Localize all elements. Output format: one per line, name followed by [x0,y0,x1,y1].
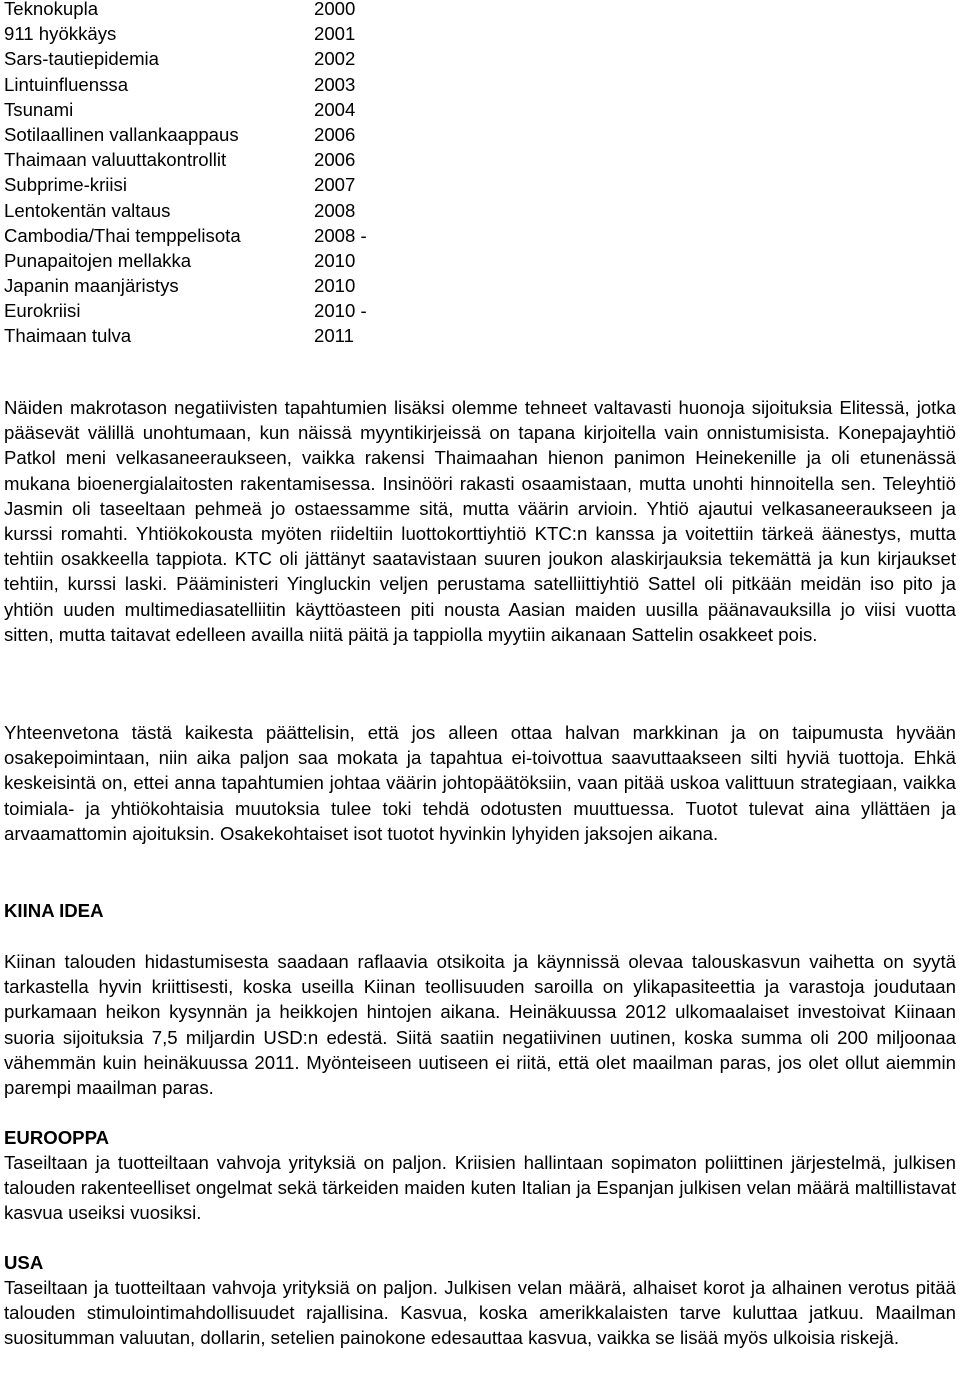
event-name: Thaimaan valuuttakontrollit [4,149,227,171]
event-year: 2004 [314,98,356,120]
event-row [4,223,404,248]
event-year: 2011 [314,325,354,347]
event-year: 2008 [314,199,356,221]
event-name: 911 hyökkäys [4,23,117,45]
event-name: Sars-tautiepidemia [4,48,160,70]
event-row [4,0,404,21]
event-name: Thaimaan tulva [4,325,132,347]
event-year: 2002 [314,48,356,70]
event-year: 2010 - [314,300,367,322]
event-timeline-list [4,0,404,349]
event-year: 2006 [314,123,356,145]
event-row [4,198,404,223]
paragraph-bad-investments: Näiden makrotason negatiivisten tapahtumien lisäksi olemme tehneet valtavasti huonoja sijoituksia Elitessä, jotka pääsevät välillä unohtumaan, kun näissä myyntikirjeissä on tapana kirjoitella vain onnistumisista. Konepajayhtiö Patkol meni velkasaneeraukseen, vaikka rakensi Thaimaahan hienon panimon Heinekenille ja oli etunenässä mukana bioenergialaitosten rakentamisessa. Insinööri rakasti osaamistaan, mutta unohti hinnoitella sen. Teleyhtiö Jasmin oli taseeltaan pehmeä jo ostaessamme sitä, mutta väärin arvioin. Yhtiö ajautui velkasaneeraukseen ja kurssi romahti. Yhtiökokousta myöten riideltiin luottokorttiyhtiö KTC:n kanssa ja voitettiin tärkeä äänestys, mutta tehtiin osakkeella tappiota. KTC oli jättänyt saatavistaan suuren joukon alaskirjauksia tekemättä ja kun kirjaukset tehtiin, kurssi laski. Pääministeri Yingluckin veljen perustama satelliittiyhtiö Sattel oli pitkään meidän iso pito ja yhtiön uuden multimediasatelliitin käyttöasteen piti nousta Aasian maiden uusilla päänavauksilla jo viisi vuotta sitten, mutta taitavat edelleen availla niitä päitä ja tappiolla myytiin aikanaan Sattelin osakkeet pois. [4,397,956,645]
event-name: Japanin maanjäristys [4,275,179,297]
event-year: 2010 [314,275,356,297]
event-year: 2003 [314,73,356,95]
heading-china: KIINA IDEA [4,900,104,921]
event-row [4,21,404,46]
heading-usa: USA [4,1252,44,1273]
event-year: 2000 [314,0,356,19]
event-row [4,172,404,197]
paragraph-china: Kiinan talouden hidastumisesta saadaan raflaavia otsikoita ja käynnissä olevaa talouskasvun vaihetta on syytä tarkastella hyvin kriittisesti, koska useilla Kiinan teollisuuden saroilla on ylikapasiteettia ja varastoja joudutaan purkamaan heikon kysynnän ja heikkojen hintojen aikana. Heinäkuussa 2012 ulkomaalaiset investoivat Kiinaan suoria sijoituksia 7,5 miljardin USD:n edestä. Siitä saatiin negatiivinen uutinen, koska summa oli 200 miljoonaa vähemmän kuin heinäkuussa 2011. Myönteiseen uutiseen ei riitä, että olet maailman paras, jos olet ollut aiemmin parempi maailman paras. [4,951,956,1099]
event-name: Lentokentän valtaus [4,199,171,221]
heading-europe: EUROOPPA [4,1127,110,1148]
event-name: Sotilaallinen vallankaappaus [4,123,239,145]
event-row [4,248,404,273]
event-name: Lintuinfluenssa [4,73,129,95]
paragraph-summary: Yhteenvetona tästä kaikesta päättelisin, että jos alleen ottaa halvan markkinan ja on taipumusta hyvään osakepoimintaan, niin aika paljon saa mokata ja tapahtua ei-toivottua saavuttaakseen silti hyviä tuottoja. Ehkä keskeisintä on, ettei anna tapahtumien johtaa väärin johtopäätöksiin, vaan pitää uskoa valittuun strategiaan, vaikka toimiala- ja yhtiökohtaisia muutoksia tulee toki tehdä odotusten muuttuessa. Tuotot tulevat aina yllättäen ja arvaamattomin ajoituksin. Osakekohtaiset isot tuotot hyvinkin lyhyiden jaksojen aikana. [4,722,956,844]
event-name: Teknokupla [4,0,99,19]
event-name: Tsunami [4,98,74,120]
event-row [4,72,404,97]
event-row [4,273,404,298]
event-name: Cambodia/Thai temppelisota [4,224,241,246]
event-name: Subprime-kriisi [4,174,127,196]
event-year: 2001 [314,23,356,45]
event-name: Punapaitojen mellakka [4,249,192,271]
event-year: 2008 - [314,224,367,246]
event-year: 2007 [314,174,356,196]
event-year: 2006 [314,149,356,171]
event-year: 2010 [314,249,356,271]
event-row [4,97,404,122]
event-row [4,323,404,348]
event-row [4,46,404,71]
paragraph-europe: Taseiltaan ja tuotteiltaan vahvoja yrityksiä on paljon. Kriisien hallintaan sopimaton poliittinen järjestelmä, julkisen talouden rakenteelliset ongelmat sekä tärkeiden maiden kuten Italian ja Espanjan julkisen velan määrä maltillistavat kasvua useiksi vuosiksi. [4,1152,956,1224]
event-name: Eurokriisi [4,300,81,322]
event-row [4,122,404,147]
paragraph-usa: Taseiltaan ja tuotteiltaan vahvoja yrityksiä on paljon. Julkisen velan määrä, alhaiset korot ja alhainen verotus pitää talouden stimulointimahdollisuudet rajallisina. Kasvua, koska amerikkalaisten tarve kuluttaa jatkuu. Maailman suositumman valuutan, dollarin, setelien painokone edesauttaa kasvua, vaikka se lisää myös ulkoisia riskejä. [4,1277,956,1349]
event-row [4,147,404,172]
event-row [4,298,404,323]
